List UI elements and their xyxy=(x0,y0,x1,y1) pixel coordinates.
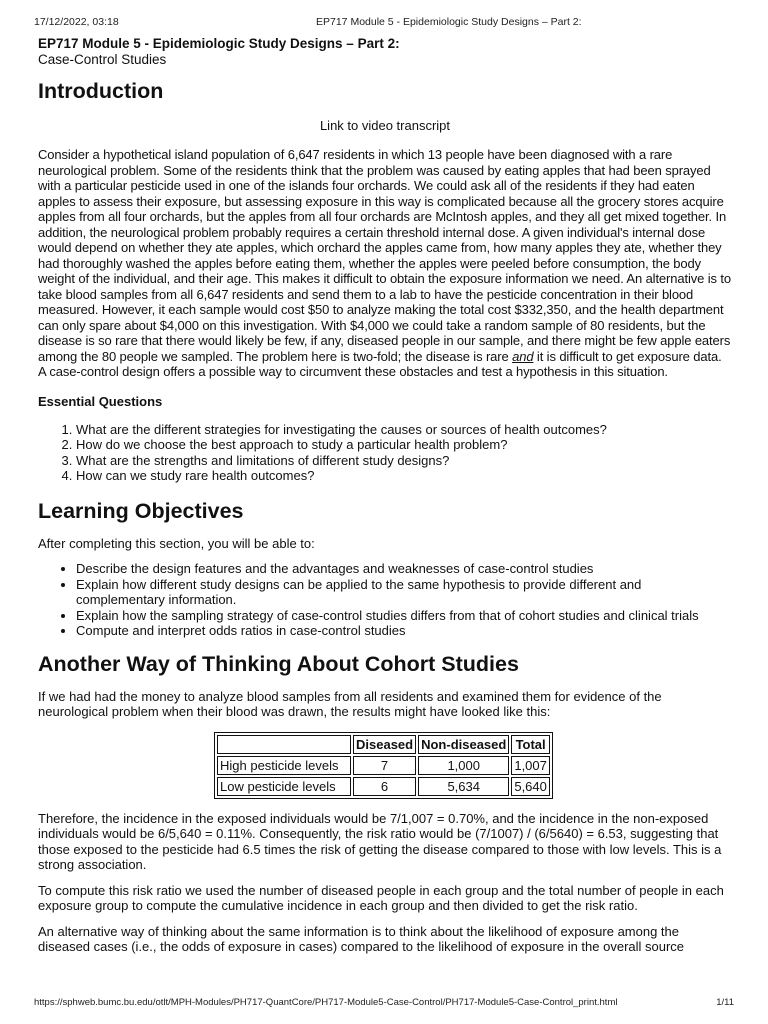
list-item: • Explain how the sampling strategy of case-control studies differs from that of cohort studies and clinical trials xyxy=(76,608,732,624)
table-cell: 1,000 xyxy=(418,756,509,775)
table-row xyxy=(217,756,550,775)
table-header-cell: Non-diseased xyxy=(418,735,509,754)
heading-essential-questions: Essential Questions xyxy=(38,393,163,409)
learning-objectives-list xyxy=(38,561,732,639)
table-cell: High pesticide levels xyxy=(217,756,351,775)
print-date: 17/12/2022, 03:18 xyxy=(34,16,119,28)
list-item: 3. What are the strengths and limitations of different study designs? xyxy=(76,453,732,469)
print-header xyxy=(34,16,734,30)
heading-introduction: Introduction xyxy=(38,79,164,103)
heading-learning-objectives: Learning Objectives xyxy=(38,498,244,523)
cohort-paragraph-3: To compute this risk ratio we used the number of diseased people in each group and the total number of people in each exposure group to compute the cumulative incidence in each group and then divided to get the risk ratio. xyxy=(38,882,724,913)
table-cell: 6 xyxy=(353,777,416,796)
pesticide-table xyxy=(214,732,553,799)
table-cell: 7 xyxy=(353,756,416,775)
table-header-cell: Total xyxy=(511,735,550,754)
document-content xyxy=(38,36,732,965)
cohort-paragraph-2: Therefore, the incidence in the exposed individuals would be 7/1,007 = 0.70%, and the incidence in the non-exposed individuals would be 6/5,640 = 0.11%. Consequently, the risk ratio would be (7/1007) / (6/5640) = 6.53, suggesting that those exposed to the pesticide had 6.5 times the risk of getting the disease compared to those with low levels. This is a strong association. xyxy=(38,810,722,872)
list-item: 1. What are the different strategies for investigating the causes or sources of health outcomes? xyxy=(76,422,732,438)
table-cell: 5,640 xyxy=(511,777,550,796)
cohort-paragraph-1: If we had had the money to analyze blood samples from all residents and examined them for evidence of the neurological problem when their blood was drawn, the results might have looked like this: xyxy=(38,688,662,719)
table-cell: 1,007 xyxy=(511,756,550,775)
print-page-title: EP717 Module 5 - Epidemiologic Study Designs – Part 2: xyxy=(316,16,582,28)
list-item: • Compute and interpret odds ratios in case-control studies xyxy=(76,623,732,639)
table-header-cell xyxy=(217,735,351,754)
list-item: 2. How do we choose the best approach to study a particular health problem? xyxy=(76,437,732,453)
table-header-row xyxy=(217,735,550,754)
print-footer xyxy=(34,997,734,1010)
learning-objectives-intro: After completing this section, you will be able to: xyxy=(38,535,315,551)
list-item: • Describe the design features and the advantages and weaknesses of case-control studies xyxy=(76,561,732,577)
list-item: • Explain how different study designs can be applied to the same hypothesis to provide different and complementary information. xyxy=(76,577,732,608)
intro-paragraph xyxy=(38,147,732,380)
table-cell: 5,634 xyxy=(418,777,509,796)
intro-text-1: Consider a hypothetical island population of 6,647 residents in which 13 people have been diagnosed with a rare neurological problem. Some of the residents think that the problem was caused by eating apples that had been sprayed with a particular pesticide used in one of the islands four orchards. We could ask all of the residents if they had eaten apples to assess their exposure, but assessing exposure in this way is complicated because all the grocery stores acquire apples from all four orchards, but the apples from all four orchards are McIntosh apples, and they all get mixed together. In addition, the neurological problem probably requires a certain threshold internal dose. A given individual's internal dose would depend on whether they ate apples, which orchard the apples came from, how many apples they ate, whether they had thoroughly washed the apples before eating them, whether the apples were peeled before consumption, the body weight of the individual, and their age. This makes it difficult to obtain the exposure information we need. An alternative is to take blood samples from all 6,647 residents and send them to a lab to have the pesticide concentration in their blood measured. However, it each sample would cost $50 to analyze making the total cost $332,350, and the health department can only spare about $4,000 on this investigation. With $4,000 we could take a random sample of 80 residents, but the disease is so rare that there would likely be few, if any, diseased people in our sample, and there might be few apple eaters among the 80 people we sampled. The problem here is two-fold; the disease is rare xyxy=(38,147,731,364)
table-cell: Low pesticide levels xyxy=(217,777,351,796)
table-header-cell: Diseased xyxy=(353,735,416,754)
print-url: https://sphweb.bumc.bu.edu/otlt/MPH-Modules/PH717-QuantCore/PH717-Module5-Case-Control/PH717-Module5-Case-Control_print.html xyxy=(34,997,618,1008)
table-row xyxy=(217,777,550,796)
intro-emphasis: and xyxy=(512,348,534,364)
list-item: 4. How can we study rare health outcomes? xyxy=(76,468,732,484)
essential-questions-list xyxy=(38,422,732,484)
heading-another-way: Another Way of Thinking About Cohort Studies xyxy=(38,651,519,676)
cohort-paragraph-4: An alternative way of thinking about the same information is to think about the likelihood of exposure among the diseased cases (i.e., the odds of exposure in cases) compared to the likelihood of exposure in the overall source xyxy=(38,923,685,954)
document-subtitle: Case-Control Studies xyxy=(38,52,167,67)
video-transcript-link[interactable]: Link to video transcript xyxy=(319,118,451,133)
document-title: EP717 Module 5 - Epidemiologic Study Designs – Part 2: xyxy=(38,36,400,51)
page-number: 1/11 xyxy=(716,997,734,1008)
intro-text-2: it is difficult to get exposure data. A case-control design offers a possible way to circumvent these obstacles and test a hypothesis in this situation. xyxy=(38,348,722,379)
